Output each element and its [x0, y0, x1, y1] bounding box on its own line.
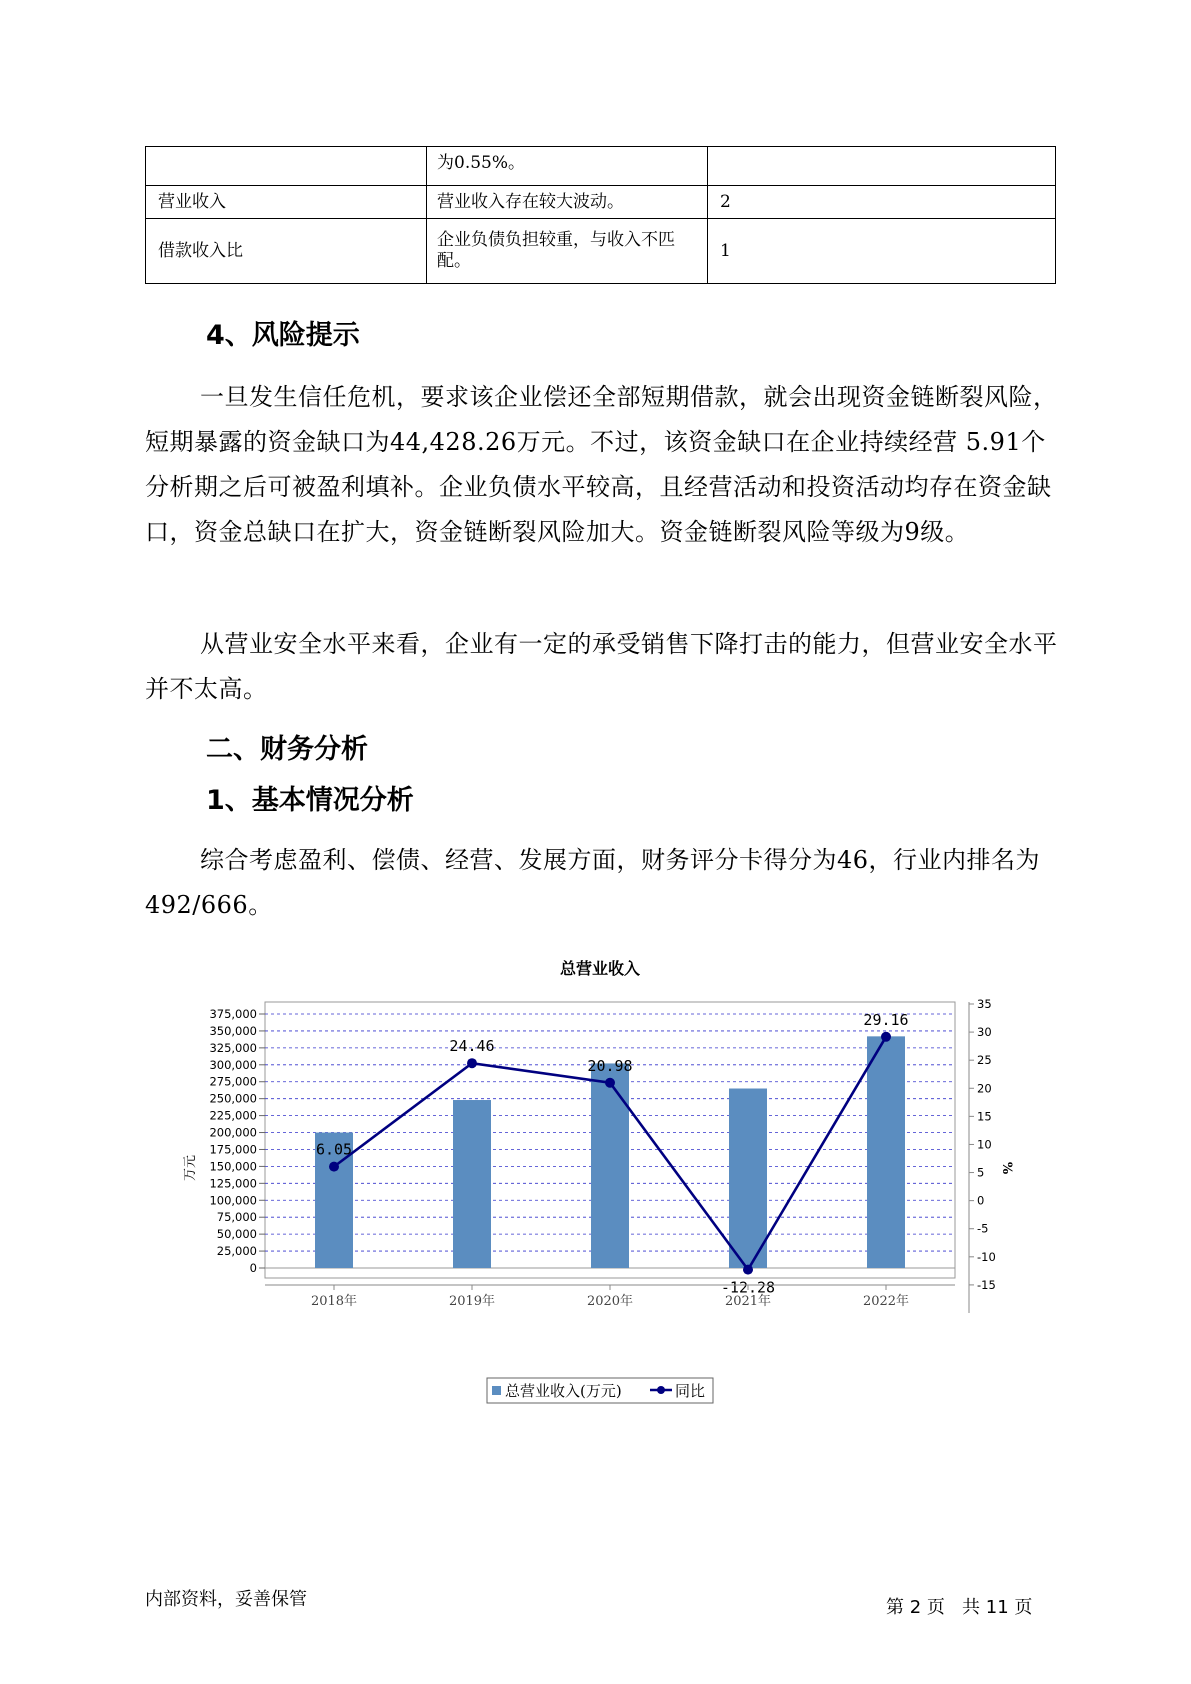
- left-tick-label: 225,000: [209, 1108, 257, 1123]
- table-cell-desc: 营业收入存在较大波动。: [427, 186, 708, 219]
- finance-paragraph: 综合考虑盈利、偿债、经营、发展方面，财务评分卡得分为46，行业内排名为492/666。: [145, 846, 1041, 919]
- legend-line-marker: [657, 1386, 665, 1394]
- left-tick-label: 125,000: [209, 1176, 257, 1191]
- x-tick-label: 2019年: [448, 1294, 496, 1309]
- left-tick-label: 250,000: [209, 1091, 257, 1106]
- x-tick-label: 2020年: [586, 1294, 634, 1309]
- right-tick-label: 15: [977, 1109, 992, 1124]
- revenue-bar: [591, 1063, 629, 1268]
- left-tick-label: 275,000: [209, 1074, 257, 1089]
- yoy-data-label: 20.98: [587, 1056, 633, 1075]
- table-cell-score: 1: [708, 219, 1056, 284]
- x-axis-ticks: [265, 1285, 955, 1309]
- yoy-point: [881, 1032, 891, 1042]
- table-cell-desc: 为0.55%。: [427, 147, 708, 186]
- chart-title: 总营业收入: [559, 959, 641, 978]
- right-axis: [969, 997, 996, 1313]
- table-cell-score: [708, 147, 1056, 186]
- table-row: [146, 219, 1056, 284]
- left-tick-label: 300,000: [209, 1057, 257, 1072]
- left-tick-label: 375,000: [209, 1007, 257, 1021]
- left-tick-label: 50,000: [216, 1227, 257, 1242]
- right-tick-label: -5: [977, 1221, 989, 1236]
- x-tick-label: 2018年: [310, 1294, 358, 1309]
- revenue-chart: [0, 940, 1191, 1420]
- chart-legend: [487, 1378, 713, 1403]
- table-cell-desc: 企业负债负担较重，与收入不匹配。: [427, 219, 708, 284]
- table-cell-item: 借款收入比: [146, 219, 427, 284]
- legend-line-label: 同比: [675, 1382, 706, 1400]
- left-tick-label: 200,000: [209, 1125, 257, 1140]
- risk-paragraph-2: 从营业安全水平来看，企业有一定的承受销售下降打击的能力，但营业安全水平并不太高。: [145, 630, 1058, 703]
- right-tick-label: -10: [977, 1249, 996, 1264]
- yoy-data-label: 29.16: [863, 1010, 909, 1029]
- left-tick-label: 150,000: [209, 1159, 257, 1174]
- risk-heading: 4、风险提示: [206, 320, 360, 351]
- right-axis-title: %: [999, 1161, 1014, 1175]
- legend-bar-label: 总营业收入(万元): [505, 1382, 622, 1400]
- table-cell-item: 营业收入: [146, 186, 427, 219]
- finance-heading: 二、财务分析: [206, 734, 368, 765]
- right-tick-label: 0: [977, 1193, 985, 1208]
- left-tick-label: 25,000: [216, 1244, 257, 1259]
- right-tick-label: 20: [977, 1081, 992, 1096]
- yoy-point: [743, 1265, 753, 1275]
- right-tick-label: 35: [977, 997, 992, 1011]
- yoy-point: [329, 1162, 339, 1172]
- left-tick-label: 100,000: [209, 1193, 257, 1208]
- left-axis-ticks: [209, 1007, 265, 1275]
- left-tick-label: 325,000: [209, 1040, 257, 1055]
- yoy-data-label: -12.28: [720, 1278, 776, 1297]
- left-axis-title: 万元: [183, 1154, 198, 1182]
- footer-confidential: 内部资料，妥善保管: [145, 1589, 307, 1610]
- yoy-data-label: 24.46: [449, 1037, 495, 1056]
- yoy-point: [467, 1058, 477, 1068]
- right-tick-label: 25: [977, 1053, 992, 1068]
- right-tick-label: 10: [977, 1137, 992, 1152]
- right-tick-label: -15: [977, 1277, 996, 1292]
- basic-analysis-heading: 1、基本情况分析: [206, 785, 414, 816]
- revenue-bar: [729, 1089, 767, 1268]
- right-tick-label: 30: [977, 1025, 992, 1040]
- left-tick-label: 350,000: [209, 1023, 257, 1038]
- left-tick-label: 75,000: [216, 1210, 257, 1225]
- x-tick-label: 2021年: [724, 1294, 772, 1309]
- table-row: [146, 147, 1056, 186]
- left-tick-label: 175,000: [209, 1142, 257, 1157]
- table-row: [146, 186, 1056, 219]
- table-cell-item: [146, 147, 427, 186]
- footer-page-number: 第 2 页 共 11 页: [886, 1597, 1033, 1618]
- right-tick-label: 5: [977, 1165, 985, 1180]
- yoy-data-label: 6.05: [315, 1140, 353, 1159]
- yoy-point: [605, 1078, 615, 1088]
- left-tick-label: 0: [249, 1261, 257, 1275]
- revenue-bar: [453, 1100, 491, 1268]
- table-cell-score: 2: [708, 186, 1056, 219]
- risk-paragraph-1: 一旦发生信任危机，要求该企业偿还全部短期借款，就会出现资金链断裂风险，短期暴露的资金缺口为44,428.26万元。不过，该资金缺口在企业持续经营 5.91个分析期之后可被盈利填补。企业负债水平较高，且经营活动和投资活动均存在资金缺口，资金总缺口在扩大，资金链断裂风险加大。资金链断裂风险等级为9级。: [145, 383, 1058, 546]
- x-tick-label: 2022年: [862, 1294, 910, 1309]
- legend-bar-swatch: [492, 1386, 501, 1395]
- revenue-bar: [867, 1036, 905, 1268]
- indicator-table: [145, 146, 1056, 284]
